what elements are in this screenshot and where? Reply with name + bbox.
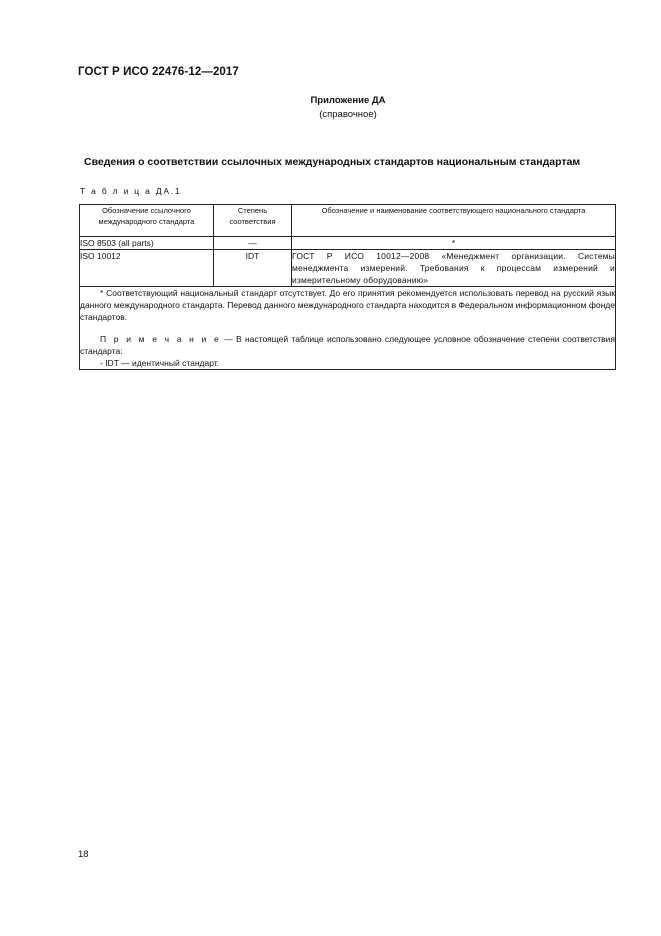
- note-item: - IDT — идентичный стандарт.: [100, 358, 220, 368]
- annex-subtitle: (справочное): [319, 109, 377, 120]
- cell-degree: IDT: [214, 250, 292, 287]
- section-title: Сведения о соответствии ссылочных международных стандартов национальным стандартам: [84, 156, 581, 168]
- cell-ref: ISO 10012: [80, 250, 214, 287]
- table-header-row: [80, 205, 616, 237]
- correspondence-table: [79, 204, 616, 370]
- note-label: П р и м е ч а н и е: [100, 334, 221, 344]
- footnote-text: * Соответствующий национальный стандарт отсутствует. До его принятия рекомендуется использовать перевод на русский язык данного международного стандарта. Перевод данного международного стандарта находится в Федеральном информационном фонде стандартов.: [80, 288, 615, 322]
- header-degree: Степень соответствия: [214, 205, 292, 237]
- table-row: [80, 250, 616, 287]
- cell-national: *: [292, 237, 616, 250]
- cell-ref: ISO 8503 (all parts): [80, 237, 214, 250]
- annex-title: Приложение ДА: [310, 95, 386, 106]
- table-caption: Т а б л и ц а ДА.1: [80, 186, 182, 196]
- note-text: — В настоящей таблице использовано следующее условное обозначение степени соответствия стандарта:: [80, 334, 615, 356]
- table-row: [80, 237, 616, 250]
- table-footer-row: [80, 287, 616, 370]
- page-number: 18: [78, 849, 89, 860]
- header-national-standard: Обозначение и наименование соответствующего национального стандарта: [292, 205, 616, 237]
- cell-national: ГОСТ Р ИСО 10012—2008 «Менеджмент организации. Системы менеджмента измерений. Требования к процессам измерений и измерительному оборудованию»: [292, 251, 615, 285]
- document-id: ГОСТ Р ИСО 22476-12—2017: [78, 66, 239, 78]
- cell-degree: —: [214, 237, 292, 250]
- note-paragraph: [80, 333, 615, 357]
- header-ref-standard: Обозначение ссылочного международного стандарта: [80, 205, 214, 237]
- table-footnote-cell: [80, 287, 616, 370]
